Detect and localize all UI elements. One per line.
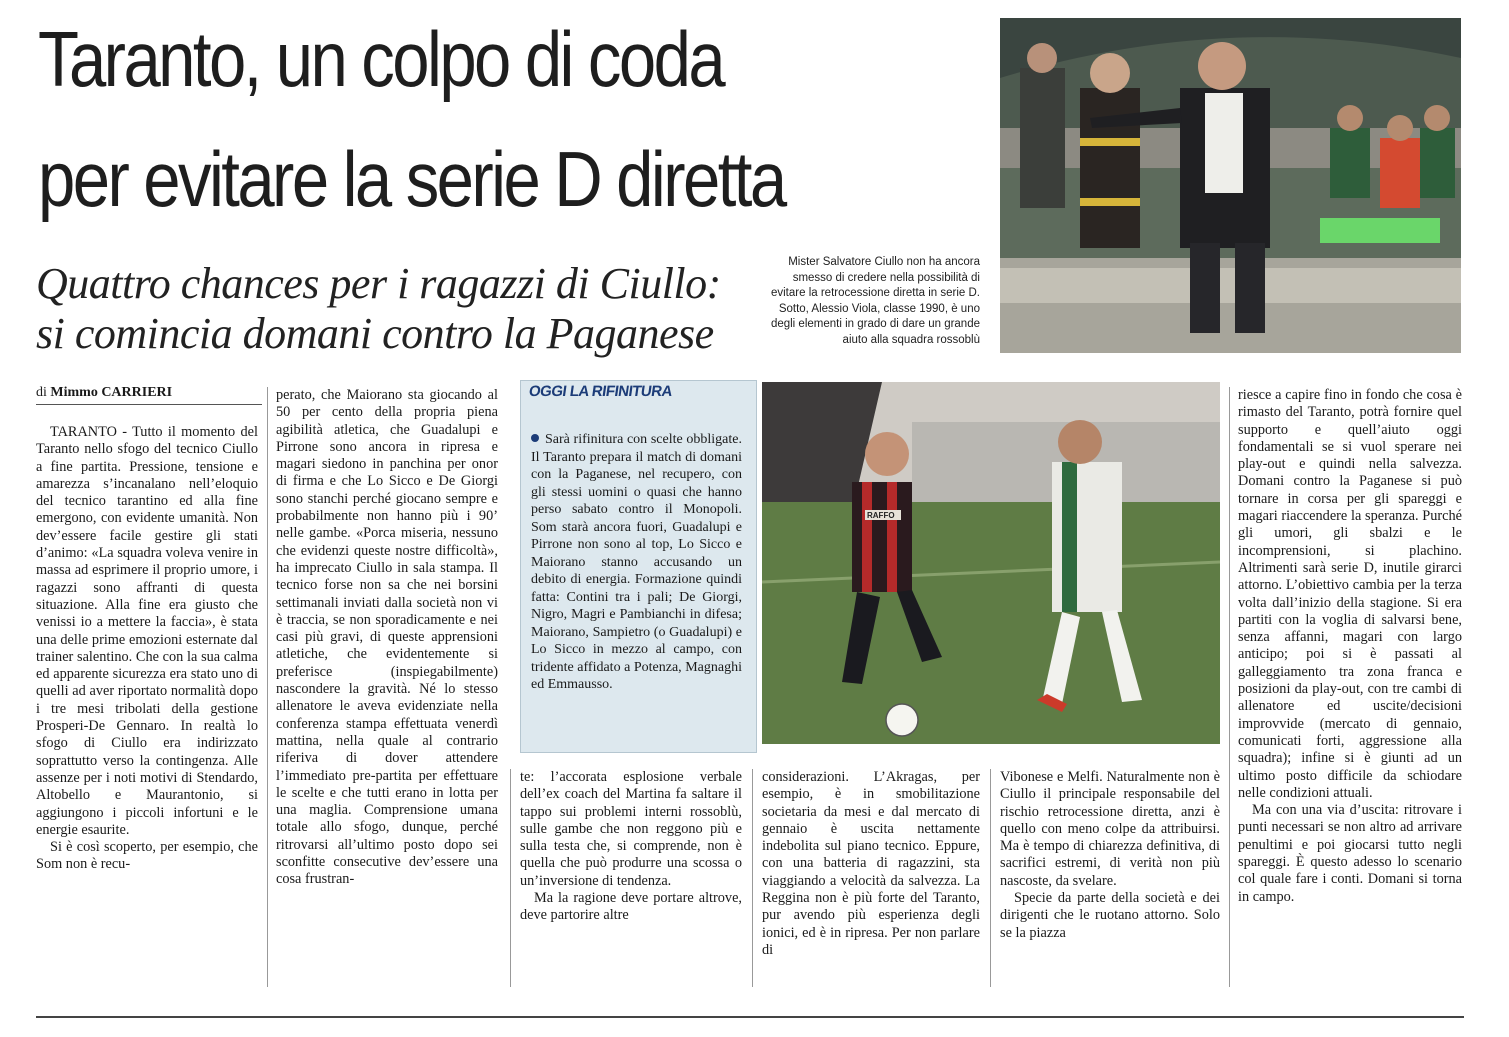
- coach-photo-illustration: [1000, 18, 1461, 353]
- paragraph: Ma con una via d’uscita: ritrovare i punti necessari se non altro ad arrivare penultimi e poi giocarsi tutto negli spareggi. È questo adesso lo scenario col quale fare i conti. Domani si torna in campo.: [1238, 802, 1462, 905]
- headline-line-2: per evitare la serie D diretta: [38, 135, 785, 223]
- bottom-rule: [36, 1016, 1464, 1018]
- bullet-icon: [531, 434, 539, 442]
- subheadline-line-2: si comincia domani contro la Paganese: [36, 309, 714, 358]
- paragraph: perato, che Maiorano sta giocando al 50 per cento della propria piena agibilità atletica, che Guadalupi e Pirrone sono ancora in ripresa e magari siedono in panchina per onor di firma e che Lo Sicco e De Giorgi sono stanchi perché giocano sempre e probabilmente non hanno più i 90’ nelle gambe. «Porca miseria, nessuno che evidenzi queste nostre difficoltà», ha imprecato Ciullo in sala stampa. Il tecnico forse non sa che nei borsini settimanali inviati dalla società non vi è traccia, se non sporadicamente e nei casi più gravi, di queste apprensioni atletiche, che evidentemente si preferisce (inspiegabilmente) nascondere la gravità. Né lo stesso allenatore le aveva evidenziate nella conferenza stampa effettuata venerdì mattina, nella quale al contrario riferiva di dover attendere l’immediato pre-partita per effettuare le scelte e che tutti erano in lotta per una maglia. Comprensione umana totale allo sfogo, dunque, perché ritrovarsi all’ultimo posto dopo sei sconfitte consecutive dev’essere una cosa frustran-: [276, 387, 498, 888]
- match-photo: [762, 382, 1220, 744]
- paragraph: Si è così scoperto, per esempio, che Som non è recu-: [36, 839, 258, 873]
- byline-author: Mimmo CARRIERI: [50, 385, 173, 400]
- headline-line-1: Taranto, un colpo di coda: [38, 15, 724, 103]
- photo-caption: Mister Salvatore Ciullo non ha ancora smesso di credere nella possibilità di evitare la retrocessione diretta in serie D. Sotto, Alessio Viola, classe 1990, è uno degli elementi in grado di dare un grande aiuto alla squadra rossoblù: [770, 256, 980, 346]
- paragraph: riesce a capire fino in fondo che cosa è rimasto del Taranto, potrà fornire quel supporto e quell’aiuto oggi fondamentali se si vuol sperare nei play-out e quindi nella salvezza. Domani contro la Paganese si può tornare in corsa per gli spareggi e magari riaccendere la speranza. Purché gli umori, gli sbalzi e le incomprensioni, si plachino. Altrimenti sarà serie D, inutile girarci attorno. L’obiettivo cambia per la terza volta dall’inizio della stagione. Si era partiti con la voglia di salvarsi bene, senza affanni, magari con largo anticipo; poi si è passati al galleggiamento tra zona franca e posizioni da play-out, con tre cambi di allenatore ed uscite/decisioni improvvide (mercato di gennaio, comunicati forti, aggressione alla squadra); infine si è giunti ad un ultimo posto difficile da schiodare nelle condizioni attuali.: [1238, 387, 1462, 801]
- sidebar-text: [531, 431, 742, 694]
- subheadline-line-1: Quattro chances per i ragazzi di Ciullo:: [36, 259, 721, 308]
- match-photo-illustration: [762, 382, 1220, 744]
- article-column-1: [36, 424, 258, 874]
- article-column-3: [520, 769, 742, 925]
- column-divider: [752, 769, 753, 987]
- byline-rule: [36, 404, 262, 405]
- paragraph: Vibonese e Melfi. Naturalmente non è Ciullo il principale responsabile del rischio retrocessione diretta, anzi è quello con meno colpe da attribuirsi. Ma è tempo di chiarezza definitiva, di sacrifici estremi, di verità non più nascoste, da svelare.: [1000, 769, 1220, 889]
- column-divider: [510, 769, 511, 987]
- jersey-sponsor: RAFFO: [867, 511, 895, 520]
- paragraph: te: l’accorata esplosione verbale dell’ex coach del Martina fa saltare il tappo sui problemi interni rossoblù, sulle gambe che non reggono più e sulla testa che, si comprende, non è quella che può produrre una scossa o un’inversione di tendenza.: [520, 769, 742, 889]
- column-divider: [1229, 387, 1230, 987]
- coach-photo: [1000, 18, 1461, 353]
- byline-prefix: di: [36, 385, 47, 400]
- byline: [36, 385, 172, 401]
- article-column-4: [762, 769, 980, 959]
- article-column-6: [1238, 387, 1462, 906]
- column-divider: [990, 769, 991, 987]
- sidebar-title: OGGI LA RIFINITURA: [527, 383, 674, 400]
- paragraph: TARANTO - Tutto il momento del Taranto nello sfogo del tecnico Ciullo a fine partita. Pressione, tensione e amarezza s’incanalano nell’eloquio del tecnico tarantino ed alla fine emergono, con evidente umanità. Non dev’essere facile gestire gli stati d’animo: «La squadra voleva venire in massa ad esprimere il proprio umore, i ragazzi sono affranti di questa situazione. Alla fine era giusto che venissi io a mettere la faccia», è stata una delle prime emozioni esternate dal trainer salentino. Che con la sua calma ed apparente sicurezza era stato uno di quelli ad aver riportato normalità dopo i tre mesi tribolati della gestione Prosperi-De Gennaro. In realtà lo sfogo di Ciullo era indirizzato soprattutto verso la contingenza. Alle assenze per i noti motivi di Stendardo, Altobello e Maurantonio, si aggiungono i piccoli infortuni e le energie esaurite.: [36, 424, 258, 838]
- paragraph: Specie da parte della società e dei dirigenti che le ruotano attorno. Solo se la piazza: [1000, 890, 1220, 941]
- sidebar-body: Sarà rifinitura con scelte obbligate. Il Taranto prepara il match di domani con la Paganese, nel recupero, con gli stessi uomini o quasi che hanno perso sabato contro il Monopoli. Som starà ancora fuori, Guadalupi e Pirrone non sono al top, Lo Sicco e Maiorano stanno accusando un debito di energia. Formazione quindi fatta: Contini tra i pali; De Giorgi, Nigro, Magri e Pambianchi in difesa; Maiorano, Sampietro (o Guadalupi) e Lo Sicco in mezzo al campo, con tridente affidato a Potenza, Magnaghi ed Emmausso.: [531, 432, 742, 692]
- paragraph: considerazioni. L’Akragas, per esempio, è in smobilitazione societaria da mesi e dal mercato di gennaio è uscita nettamente indebolita sul piano tecnico. Eppure, con una batteria di ragazzini, sta viaggiando a velocità da salvezza. La Reggina non è più forte del Taranto, pur avendo più esperienza degli ionici, ed è in ripresa. Per non parlare di: [762, 769, 980, 958]
- sidebar-box: [520, 380, 757, 753]
- column-divider: [267, 387, 268, 987]
- article-column-5: [1000, 769, 1220, 942]
- article-column-2: [276, 387, 498, 889]
- paragraph: Ma la ragione deve portare altrove, deve partorire altre: [520, 890, 742, 924]
